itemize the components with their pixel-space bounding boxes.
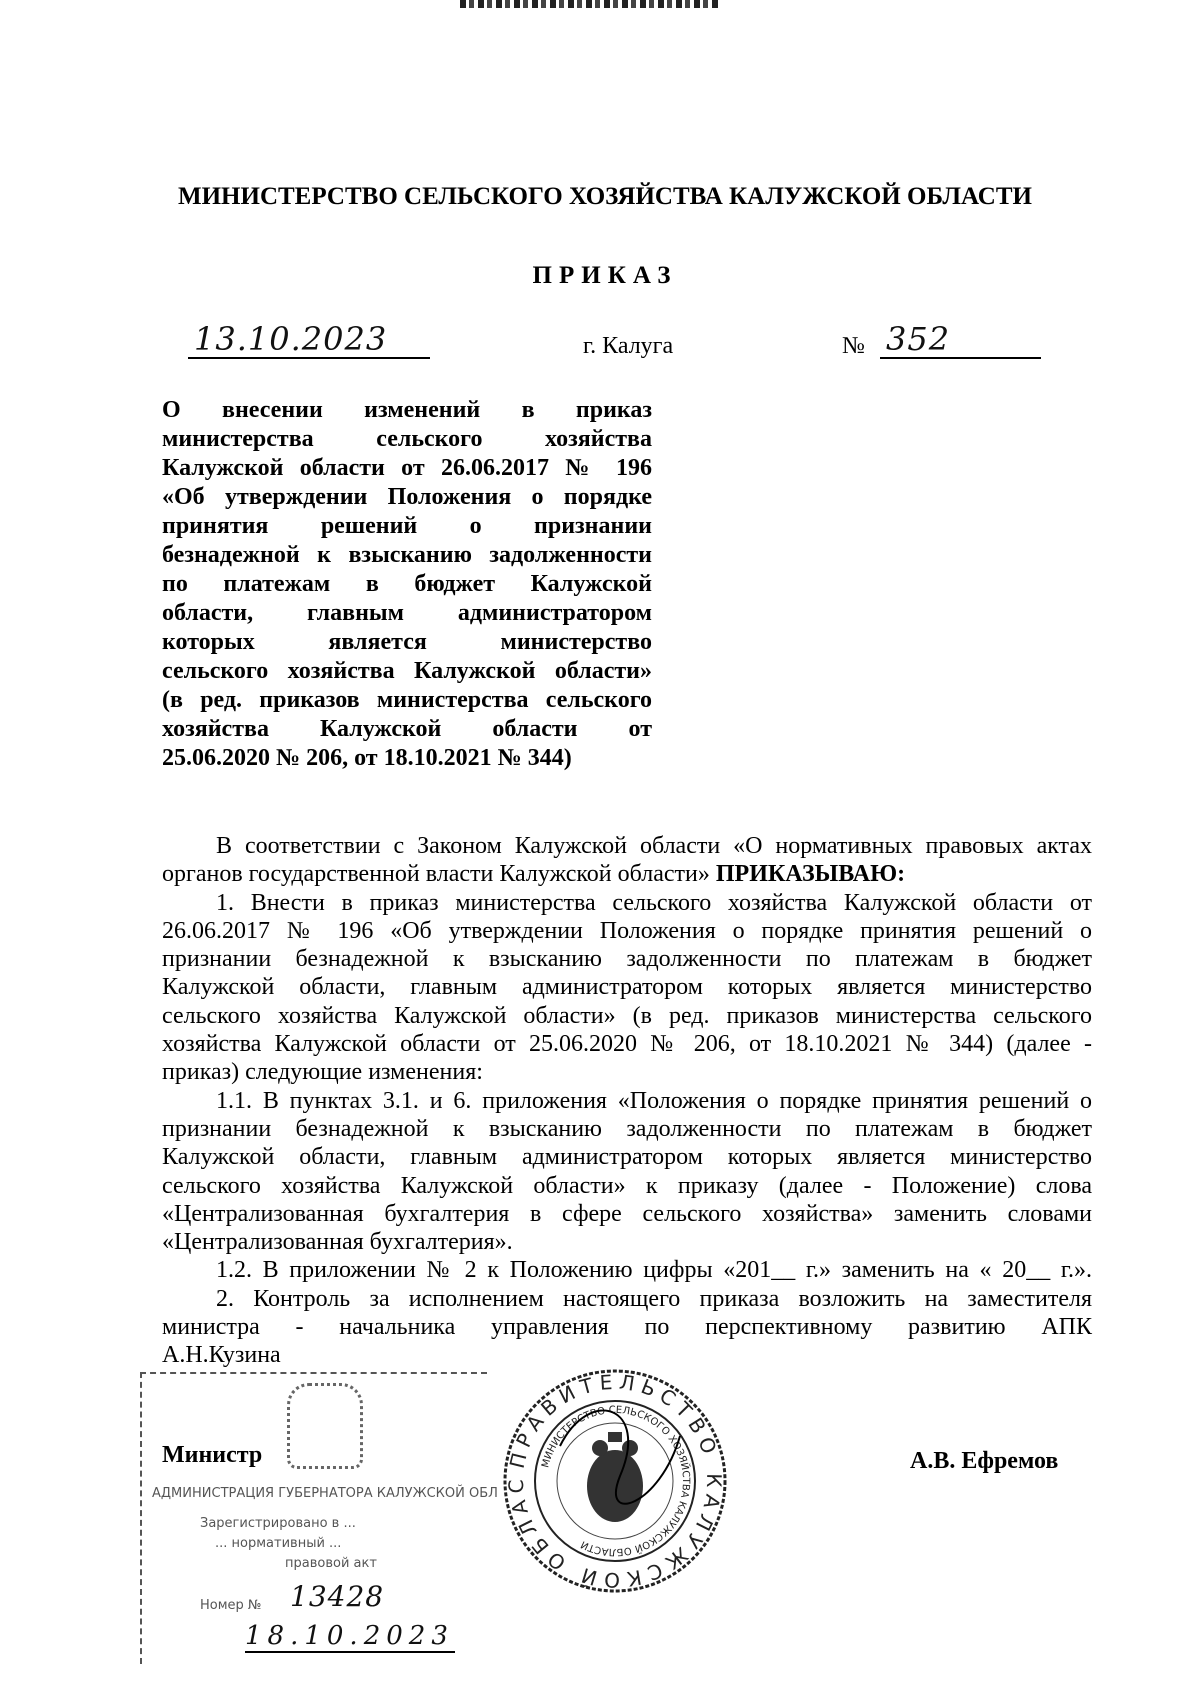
subject-line: хозяйства Калужской области от	[162, 716, 652, 742]
body-line: приказ) следующие изменения:	[162, 1059, 483, 1086]
subject-line: принятия решений о признании	[162, 513, 652, 539]
body-line: Калужской области, главным администратором которых является министерство	[162, 1144, 1092, 1171]
body-line: «Централизованная бухгалтерия в сфере сельского хозяйства» заменить словами	[162, 1200, 1092, 1227]
body-line: сельского хозяйства Калужской области» к приказу (далее - Положение) слова	[162, 1172, 1092, 1199]
subject-line: области, главным администратором	[162, 600, 652, 626]
paragraph-1-1	[162, 1087, 1092, 1257]
svg-text:ПРАВИТЕЛЬСТВО КАЛУЖСКОЙ ОБЛАСТ: ПРАВИТЕЛЬСТВО КАЛУЖСКОЙ ОБЛАС	[503, 1369, 727, 1593]
subject-line: (в ред. приказов министерства сельского	[162, 687, 652, 713]
body-line: министра - начальника управления по перспективному развитию АПК	[162, 1314, 1092, 1341]
ministry-name: МИНИСТЕРСТВО СЕЛЬСКОГО ХОЗЯЙСТВА КАЛУЖСКОЙ ОБЛАСТИ	[178, 183, 1032, 210]
body-line: «Централизованная бухгалтерия».	[162, 1229, 513, 1256]
body-line: сельского хозяйства Калужской области» (в ред. приказов министерства сельского	[162, 1002, 1092, 1029]
body-line: 26.06.2017 № 196 «Об утверждении Положения о порядке принятия решений о	[162, 917, 1092, 944]
reg-number: 13428	[290, 1580, 385, 1613]
paragraph-2	[162, 1285, 1092, 1370]
subject-line: Калужской области от 26.06.2017 № 196	[162, 455, 652, 481]
order-number: 352	[880, 322, 1041, 359]
reg-date: 18.10.2023	[245, 1621, 454, 1651]
signer-title: Министр	[162, 1442, 263, 1468]
subject-line: безнадежной к взысканию задолженности	[162, 542, 652, 568]
scan-artifact	[460, 0, 720, 8]
subject-line: министерства сельского хозяйства	[162, 426, 652, 452]
svg-text:МИНИСТЕРСТВО СЕЛЬСКОГО ХОЗЯЙСТ: МИНИСТЕРСТВО СЕЛЬСКОГО ХОЗЯЙСТВА КАЛУЖСКОЙ ОБЛАСТИ	[540, 1404, 692, 1558]
subject-line: которых является министерство	[162, 629, 652, 655]
body-line: 1. Внести в приказ министерства сельского хозяйства Калужской области от	[216, 889, 1092, 916]
city: г. Калуга	[583, 333, 674, 359]
reg-stamp-line: Зарегистрировано в ...	[200, 1516, 356, 1531]
subject-line: О внесении изменений в приказ	[162, 397, 652, 423]
reg-stamp-line: ... нормативный ...	[215, 1536, 342, 1551]
body-line: Калужской области, главным администратором которых является министерство	[162, 974, 1092, 1001]
reg-number-label: Номер №	[200, 1598, 262, 1613]
coat-of-arms-ornament	[287, 1383, 363, 1469]
body-line: В соответствии с Законом Калужской области «О нормативных правовых актах	[216, 833, 1092, 859]
body-line: признании безнадежной к взысканию задолженности по платежам в бюджет	[162, 1115, 1092, 1142]
body-line	[162, 860, 1092, 888]
subject-line: 25.06.2020 № 206, от 18.10.2021 № 344)	[162, 745, 572, 771]
body-line: 1.1. В пунктах 3.1. и 6. приложения «Положения о порядке принятия решений о	[216, 1087, 1092, 1114]
reg-stamp-line: АДМИНИСТРАЦИЯ ГУБЕРНАТОРА КАЛУЖСКОЙ ОБЛ	[152, 1486, 498, 1501]
official-seal	[500, 1366, 730, 1596]
document-type: ПРИКАЗ	[532, 262, 678, 289]
paragraph-1	[162, 889, 1092, 1087]
order-date: 13.10.2023	[188, 322, 430, 359]
paragraph-1-2: 1.2. В приложении № 2 к Положению цифры «201__ г.» заменить на « 20__ г.».	[216, 1257, 1092, 1284]
signer-name: А.В. Ефремов	[910, 1448, 1059, 1474]
reg-stamp-line: правовой акт	[285, 1556, 377, 1571]
order-command: ПРИКАЗЫВАЮ:	[715, 861, 906, 888]
seal-icon	[500, 1366, 730, 1596]
body-line: А.Н.Кузина	[162, 1342, 281, 1369]
subject-line: «Об утверждении Положения о порядке	[162, 484, 652, 510]
order-body	[162, 832, 1092, 1370]
order-subject	[162, 396, 652, 773]
body-line: признании безнадежной к взысканию задолженности по платежам в бюджет	[162, 946, 1092, 973]
subject-line: сельского хозяйства Калужской области»	[162, 658, 652, 684]
body-line: 2. Контроль за исполнением настоящего приказа возложить на заместителя	[216, 1285, 1092, 1312]
body-text: органов государственной власти Калужской области»	[162, 861, 710, 888]
body-line: хозяйства Калужской области от 25.06.2020 № 206, от 18.10.2021 № 344) (далее -	[162, 1031, 1092, 1058]
subject-line: по платежам в бюджет Калужской	[162, 571, 652, 597]
number-label: №	[842, 333, 865, 359]
